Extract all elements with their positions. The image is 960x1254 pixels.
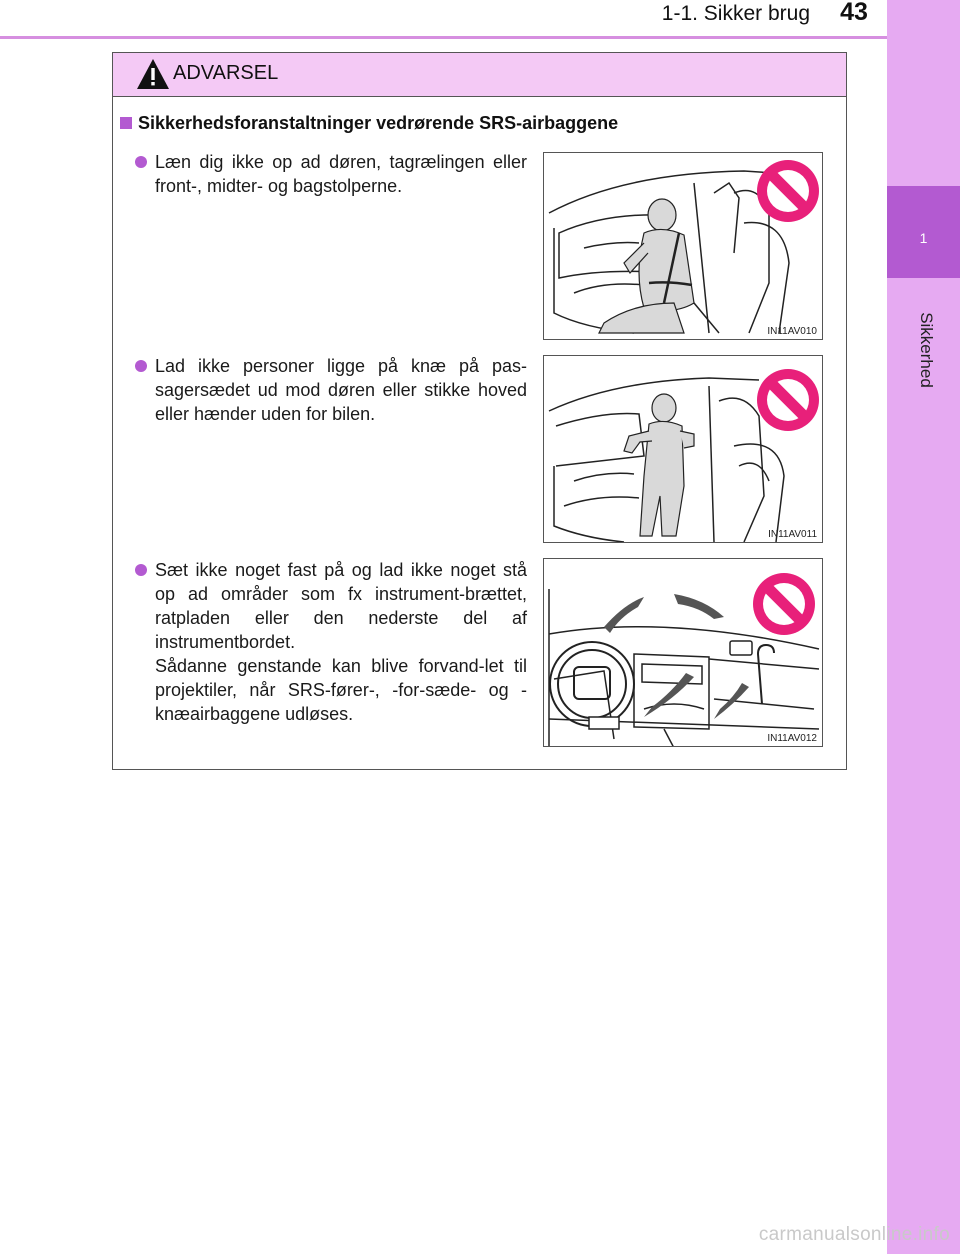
warning-subheading: [120, 113, 618, 134]
figure-dashboard-objects: [543, 558, 823, 747]
warning-item-text: Læn dig ikke op ad døren, tagrælingen eller front-, midter- og bagstolperne.: [155, 152, 527, 196]
warning-item-text-continued: Sådanne genstande kan blive forvand-let til projektiler, når SRS-fører-, -for-sæde- og -knæairbaggene udløses.: [155, 656, 527, 724]
round-bullet-icon: [135, 156, 147, 168]
warning-title: ADVARSEL: [173, 62, 279, 84]
warning-item: [135, 354, 527, 426]
warning-triangle-icon: [136, 58, 170, 90]
warning-header: [113, 53, 846, 97]
dashboard-illustration: [544, 559, 823, 747]
car-interior-illustration: [544, 356, 823, 543]
round-bullet-icon: [135, 564, 147, 576]
chapter-label-text: Sikkerhed: [917, 312, 937, 388]
figure-code: IN11AV011: [768, 529, 817, 540]
round-bullet-icon: [135, 360, 147, 372]
figure-code: IN11AV012: [767, 733, 817, 744]
figure-lean-door: [543, 152, 823, 340]
figure-kneel-seat: [543, 355, 823, 543]
section-title: 1-1. Sikker brug: [661, 2, 810, 25]
page-number: 43: [840, 0, 868, 26]
chapter-tab-number: 1: [919, 230, 928, 246]
warning-item: [135, 558, 527, 726]
warning-item-text: Lad ikke personer ligge på knæ på pas-sagersædet ud mod døren eller stikke hoved eller hænder uden for bilen.: [155, 356, 527, 424]
car-interior-illustration: [544, 153, 823, 340]
watermark: carmanualsonline.info: [758, 1224, 950, 1245]
warning-box: [112, 52, 847, 770]
figure-code: IN11AV010: [767, 326, 817, 337]
warning-item-text: Sæt ikke noget fast på og lad ikke noget stå op ad områder som fx instrument-brættet, ratpladen eller den nederste del af instrumentbordet.: [155, 560, 527, 652]
header-rule: [0, 36, 887, 39]
warning-subheading-text: Sikkerhedsforanstaltninger vedrørende SRS-airbaggene: [138, 113, 619, 133]
chapter-label: [906, 300, 946, 400]
warning-item: [135, 150, 527, 198]
square-bullet-icon: [120, 117, 132, 129]
